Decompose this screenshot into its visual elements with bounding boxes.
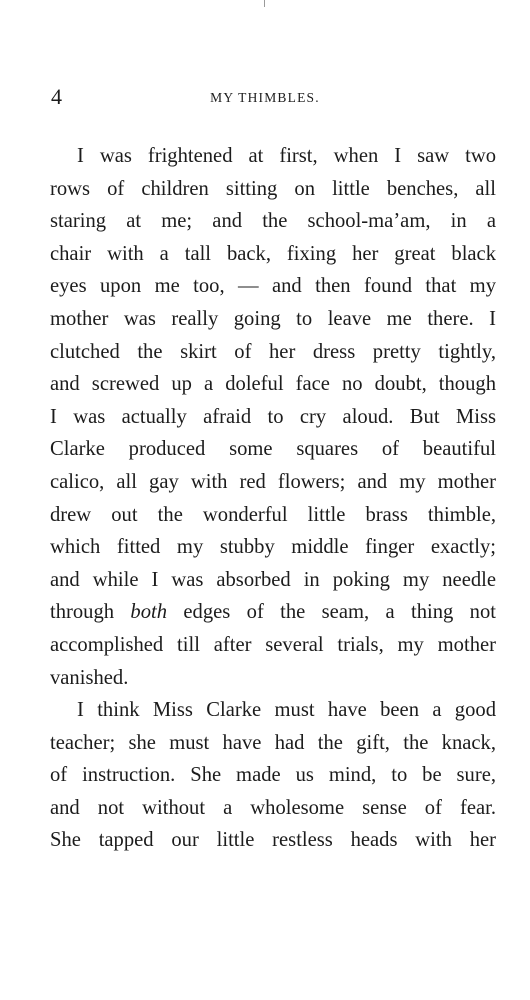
text-line	[50, 596, 496, 629]
text-span: through	[50, 601, 131, 624]
running-head: MY THIMBLES.	[210, 90, 320, 105]
text-line: rows of children sitting on little benches, all	[50, 177, 496, 200]
text-line: clutched the skirt of her dress pretty tightly,	[50, 340, 496, 363]
text-line: Clarke produced some squares of beautiful	[50, 438, 496, 461]
text-line: staring at me; and the school-ma’am, in a	[50, 210, 496, 233]
text-line: drew out the wonderful little brass thimble,	[50, 503, 496, 526]
body-text	[50, 140, 496, 857]
text-line: I was actually afraid to cry aloud. But Miss	[50, 405, 496, 428]
text-line: mother was really going to leave me there. I	[50, 307, 496, 330]
text-line: vanished.	[50, 666, 129, 689]
text-line: accomplished till after several trials, my mother	[50, 633, 496, 656]
text-line: and while I was absorbed in poking my needle	[50, 568, 496, 591]
text-span: edges of the seam, a thing not	[167, 601, 496, 624]
top-edge-mark	[264, 0, 265, 7]
text-line: She tapped our little restless heads with her	[50, 829, 496, 852]
text-line: chair with a tall back, fixing her great black	[50, 242, 496, 265]
emphasis-text: both	[130, 601, 168, 624]
text-line: teacher; she must have had the gift, the knack,	[50, 731, 496, 754]
text-line: which fitted my stubby middle finger exactly;	[50, 536, 496, 559]
text-line: I was frightened at first, when I saw two	[77, 145, 496, 167]
text-line: calico, all gay with red flowers; and my mother	[50, 470, 496, 493]
text-line: I think Miss Clarke must have been a good	[77, 699, 496, 722]
text-line: of instruction. She made us mind, to be sure,	[50, 764, 496, 787]
text-line: eyes upon me too, — and then found that my	[50, 275, 496, 298]
text-line: and not without a wholesome sense of fear.	[50, 796, 496, 819]
page-number: 4	[51, 84, 62, 109]
text-line: and screwed up a doleful face no doubt, though	[50, 373, 496, 396]
